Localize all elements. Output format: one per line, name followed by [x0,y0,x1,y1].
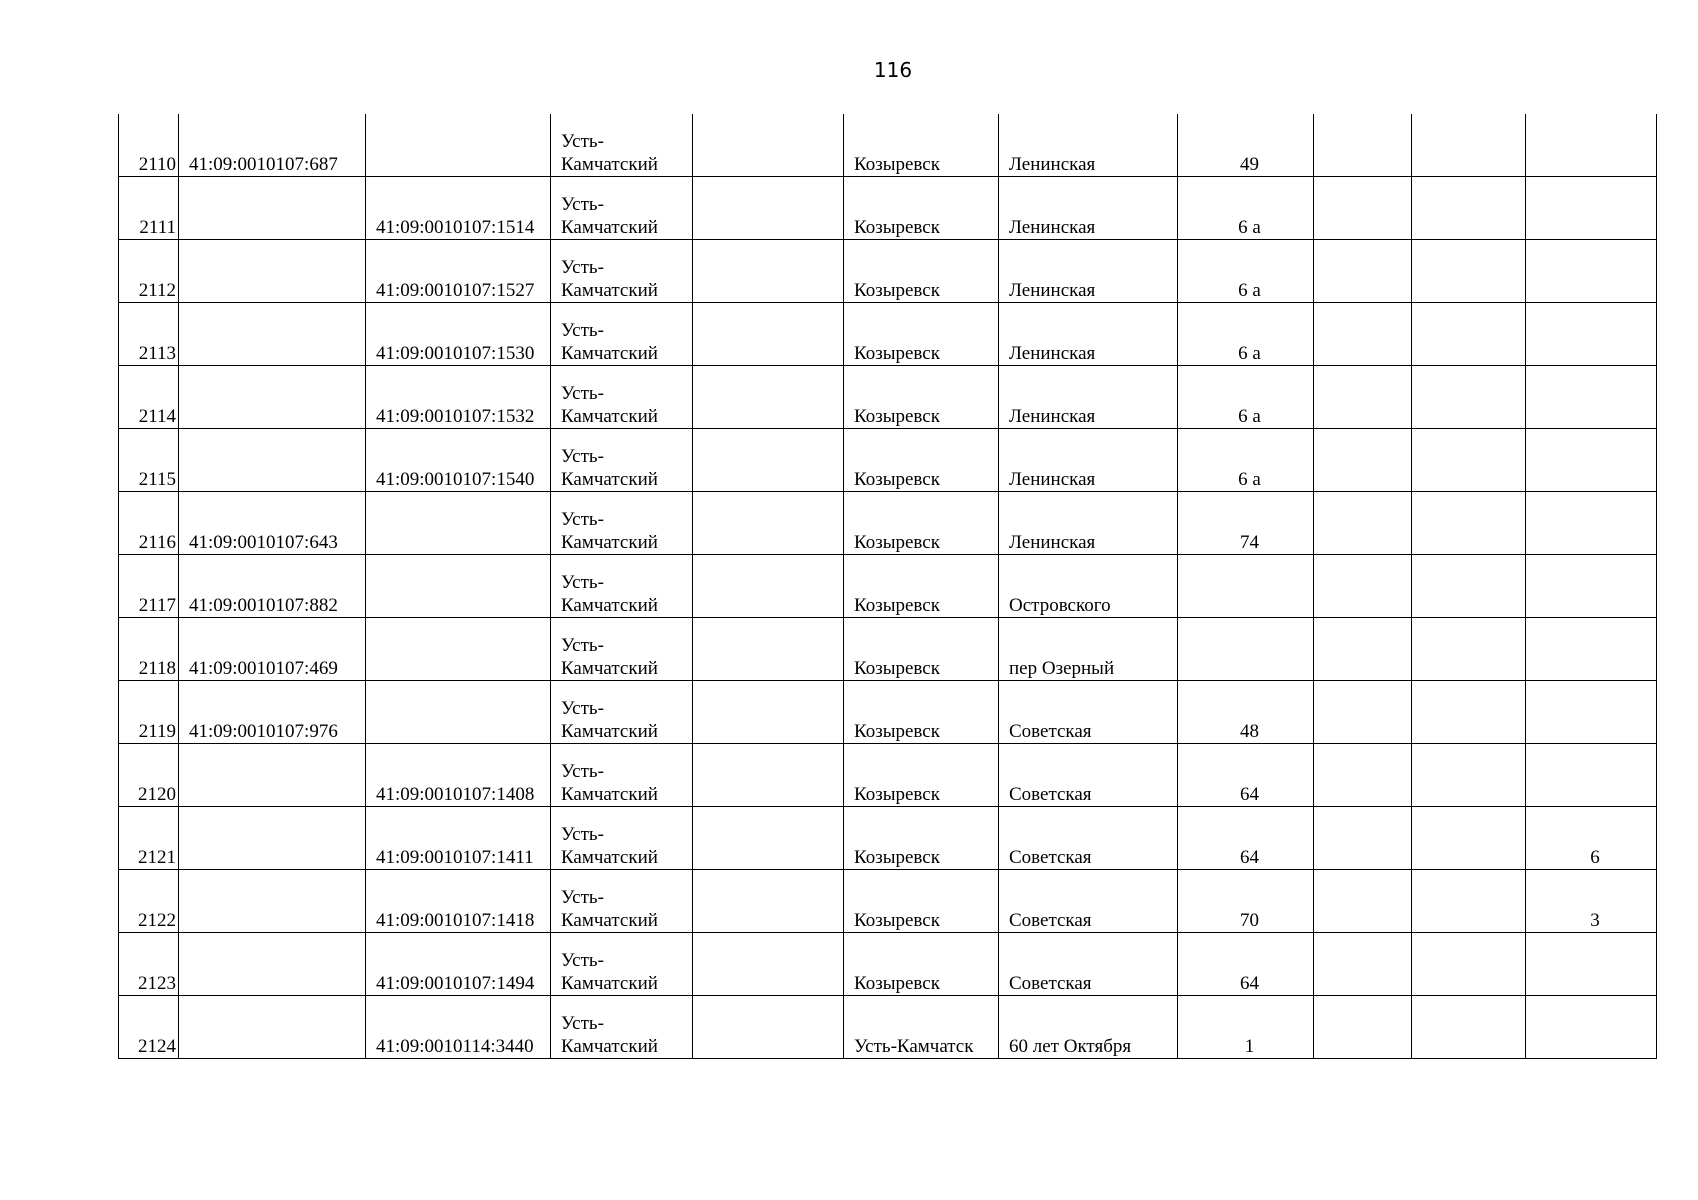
apartment-cell [1526,681,1657,744]
house-cell: 1 [1178,996,1314,1059]
cadastral-number-cell: 41:09:0010107:469 [179,618,366,681]
cadastral-number-cell [179,177,366,240]
house-cell: 49 [1178,114,1314,177]
street-cell: Ленинская [999,240,1178,303]
street-cell: Ленинская [999,492,1178,555]
empty-cell [1412,303,1526,366]
table-row [119,681,1657,744]
district-text-part: Усть- [561,635,604,656]
cadastral-number-alt-cell: 41:09:0010107:1514 [366,177,551,240]
empty-cell [693,681,844,744]
empty-cell [693,744,844,807]
empty-cell [1412,807,1526,870]
apartment-cell: 3 [1526,870,1657,933]
district-text-part: Усть- [561,1013,604,1034]
district-text-part: Камчатский [561,595,658,616]
empty-cell [693,303,844,366]
district-text-part: Усть- [561,383,604,404]
settlement-cell: Козыревск [844,555,999,618]
settlement-cell: Козыревск [844,618,999,681]
street-cell: Ленинская [999,303,1178,366]
table-row [119,933,1657,996]
district-cell [551,618,693,681]
apartment-cell [1526,177,1657,240]
empty-cell [1314,807,1412,870]
empty-cell [1314,303,1412,366]
apartment-cell [1526,933,1657,996]
empty-cell [693,114,844,177]
settlement-cell: Козыревск [844,870,999,933]
empty-cell [1314,492,1412,555]
row-number-cell: 2121 [119,807,179,870]
empty-cell [693,996,844,1059]
empty-cell [1412,366,1526,429]
cadastral-number-cell [179,807,366,870]
settlement-cell: Козыревск [844,807,999,870]
apartment-cell [1526,114,1657,177]
empty-cell [693,933,844,996]
district-text-part: Камчатский [561,658,658,679]
district-cell [551,240,693,303]
row-number-cell: 2122 [119,870,179,933]
apartment-cell [1526,744,1657,807]
row-number-cell: 2116 [119,492,179,555]
district-cell [551,555,693,618]
settlement-cell: Козыревск [844,492,999,555]
settlement-cell: Козыревск [844,303,999,366]
registry-table [118,114,1657,1059]
empty-cell [1314,618,1412,681]
table-row [119,366,1657,429]
district-text-part: Усть- [561,446,604,467]
empty-cell [1314,240,1412,303]
table-body [119,114,1657,1059]
district-text-part: Усть- [561,320,604,341]
house-cell: 6 а [1178,177,1314,240]
empty-cell [693,618,844,681]
empty-cell [693,870,844,933]
district-text-part: Усть- [561,698,604,719]
house-cell: 6 а [1178,240,1314,303]
district-text-part: Камчатский [561,910,658,931]
cadastral-number-alt-cell [366,555,551,618]
district-text-part: Усть- [561,572,604,593]
cadastral-number-alt-cell: 41:09:0010114:3440 [366,996,551,1059]
street-cell: Советская [999,870,1178,933]
district-cell [551,303,693,366]
empty-cell [1412,933,1526,996]
district-cell [551,996,693,1059]
cadastral-number-alt-cell: 41:09:0010107:1530 [366,303,551,366]
row-number-cell: 2118 [119,618,179,681]
cadastral-number-cell [179,366,366,429]
cadastral-number-cell [179,933,366,996]
district-text-part: Камчатский [561,1036,658,1057]
row-number-cell: 2115 [119,429,179,492]
row-number-cell: 2113 [119,303,179,366]
empty-cell [1314,996,1412,1059]
row-number-cell: 2117 [119,555,179,618]
house-cell: 64 [1178,933,1314,996]
district-cell [551,870,693,933]
cadastral-number-alt-cell [366,618,551,681]
house-cell: 6 а [1178,429,1314,492]
page-number: 116 [873,58,913,82]
cadastral-number-alt-cell: 41:09:0010107:1494 [366,933,551,996]
street-cell: Ленинская [999,366,1178,429]
street-cell: Ленинская [999,177,1178,240]
cadastral-number-alt-cell: 41:09:0010107:1408 [366,744,551,807]
empty-cell [1314,555,1412,618]
cadastral-number-cell: 41:09:0010107:882 [179,555,366,618]
empty-cell [1314,681,1412,744]
table-row [119,114,1657,177]
house-cell: 48 [1178,681,1314,744]
apartment-cell [1526,996,1657,1059]
settlement-cell: Козыревск [844,177,999,240]
apartment-cell: 6 [1526,807,1657,870]
district-cell [551,681,693,744]
empty-cell [1412,177,1526,240]
cadastral-number-alt-cell [366,492,551,555]
cadastral-number-cell: 41:09:0010107:976 [179,681,366,744]
district-text-part: Камчатский [561,406,658,427]
table-row [119,555,1657,618]
street-cell: Островского [999,555,1178,618]
row-number-cell: 2123 [119,933,179,996]
apartment-cell [1526,492,1657,555]
empty-cell [693,807,844,870]
cadastral-number-alt-cell: 41:09:0010107:1527 [366,240,551,303]
cadastral-number-cell: 41:09:0010107:643 [179,492,366,555]
empty-cell [1412,429,1526,492]
street-cell: Советская [999,744,1178,807]
cadastral-number-alt-cell [366,681,551,744]
district-text-part: Камчатский [561,784,658,805]
settlement-cell: Козыревск [844,933,999,996]
house-cell: 64 [1178,807,1314,870]
district-text-part: Усть- [561,950,604,971]
table-row [119,618,1657,681]
empty-cell [1412,681,1526,744]
empty-cell [1314,114,1412,177]
district-text-part: Камчатский [561,532,658,553]
cadastral-number-alt-cell [366,114,551,177]
district-text-part: Усть- [561,887,604,908]
cadastral-number-alt-cell: 41:09:0010107:1540 [366,429,551,492]
cadastral-number-cell [179,744,366,807]
district-text-part: Усть- [561,257,604,278]
row-number-cell: 2112 [119,240,179,303]
street-cell: пер Озерный [999,618,1178,681]
settlement-cell: Козыревск [844,429,999,492]
table-row [119,177,1657,240]
street-cell: Советская [999,681,1178,744]
district-text-part: Камчатский [561,217,658,238]
street-cell: Советская [999,807,1178,870]
row-number-cell: 2120 [119,744,179,807]
empty-cell [1314,744,1412,807]
street-cell: Ленинская [999,429,1178,492]
table-row [119,807,1657,870]
empty-cell [1314,933,1412,996]
empty-cell [1314,870,1412,933]
district-cell [551,114,693,177]
apartment-cell [1526,366,1657,429]
empty-cell [693,177,844,240]
empty-cell [1412,996,1526,1059]
house-cell [1178,618,1314,681]
apartment-cell [1526,240,1657,303]
street-cell: Советская [999,933,1178,996]
street-cell: Ленинская [999,114,1178,177]
table-row [119,870,1657,933]
house-cell [1178,555,1314,618]
empty-cell [1314,366,1412,429]
empty-cell [1314,429,1412,492]
district-text-part: Усть- [561,194,604,215]
empty-cell [693,555,844,618]
district-cell [551,177,693,240]
house-cell: 70 [1178,870,1314,933]
district-cell [551,429,693,492]
row-number-cell: 2111 [119,177,179,240]
empty-cell [693,366,844,429]
empty-cell [1412,744,1526,807]
district-cell [551,744,693,807]
cadastral-number-cell [179,303,366,366]
district-text-part: Камчатский [561,721,658,742]
row-number-cell: 2119 [119,681,179,744]
row-number-cell: 2110 [119,114,179,177]
settlement-cell: Козыревск [844,744,999,807]
house-cell: 74 [1178,492,1314,555]
table-row [119,303,1657,366]
apartment-cell [1526,429,1657,492]
empty-cell [693,492,844,555]
district-text-part: Камчатский [561,280,658,301]
row-number-cell: 2124 [119,996,179,1059]
empty-cell [693,240,844,303]
table-row [119,996,1657,1059]
street-cell: 60 лет Октября [999,996,1178,1059]
cadastral-number-cell [179,870,366,933]
table-row [119,492,1657,555]
cadastral-number-cell [179,429,366,492]
empty-cell [693,429,844,492]
empty-cell [1314,177,1412,240]
district-text-part: Камчатский [561,154,658,175]
district-cell [551,933,693,996]
district-cell [551,807,693,870]
cadastral-number-cell: 41:09:0010107:687 [179,114,366,177]
empty-cell [1412,618,1526,681]
empty-cell [1412,555,1526,618]
table-row [119,744,1657,807]
district-text-part: Усть- [561,509,604,530]
cadastral-number-cell [179,240,366,303]
settlement-cell: Козыревск [844,240,999,303]
empty-cell [1412,240,1526,303]
cadastral-number-alt-cell: 41:09:0010107:1411 [366,807,551,870]
cadastral-number-cell [179,996,366,1059]
empty-cell [1412,492,1526,555]
district-text-part: Камчатский [561,973,658,994]
district-text-part: Камчатский [561,469,658,490]
settlement-cell: Козыревск [844,114,999,177]
district-text-part: Усть- [561,761,604,782]
settlement-cell: Козыревск [844,681,999,744]
settlement-cell: Козыревск [844,366,999,429]
apartment-cell [1526,303,1657,366]
house-cell: 6 а [1178,366,1314,429]
house-cell: 6 а [1178,303,1314,366]
district-text-part: Усть- [561,824,604,845]
table-row [119,240,1657,303]
table-row [119,429,1657,492]
district-cell [551,366,693,429]
district-cell [551,492,693,555]
apartment-cell [1526,555,1657,618]
district-text-part: Камчатский [561,847,658,868]
district-text-part: Камчатский [561,343,658,364]
empty-cell [1412,114,1526,177]
settlement-cell: Усть-Камчатск [844,996,999,1059]
cadastral-number-alt-cell: 41:09:0010107:1532 [366,366,551,429]
empty-cell [1412,870,1526,933]
apartment-cell [1526,618,1657,681]
row-number-cell: 2114 [119,366,179,429]
cadastral-number-alt-cell: 41:09:0010107:1418 [366,870,551,933]
district-text-part: Усть- [561,131,604,152]
house-cell: 64 [1178,744,1314,807]
